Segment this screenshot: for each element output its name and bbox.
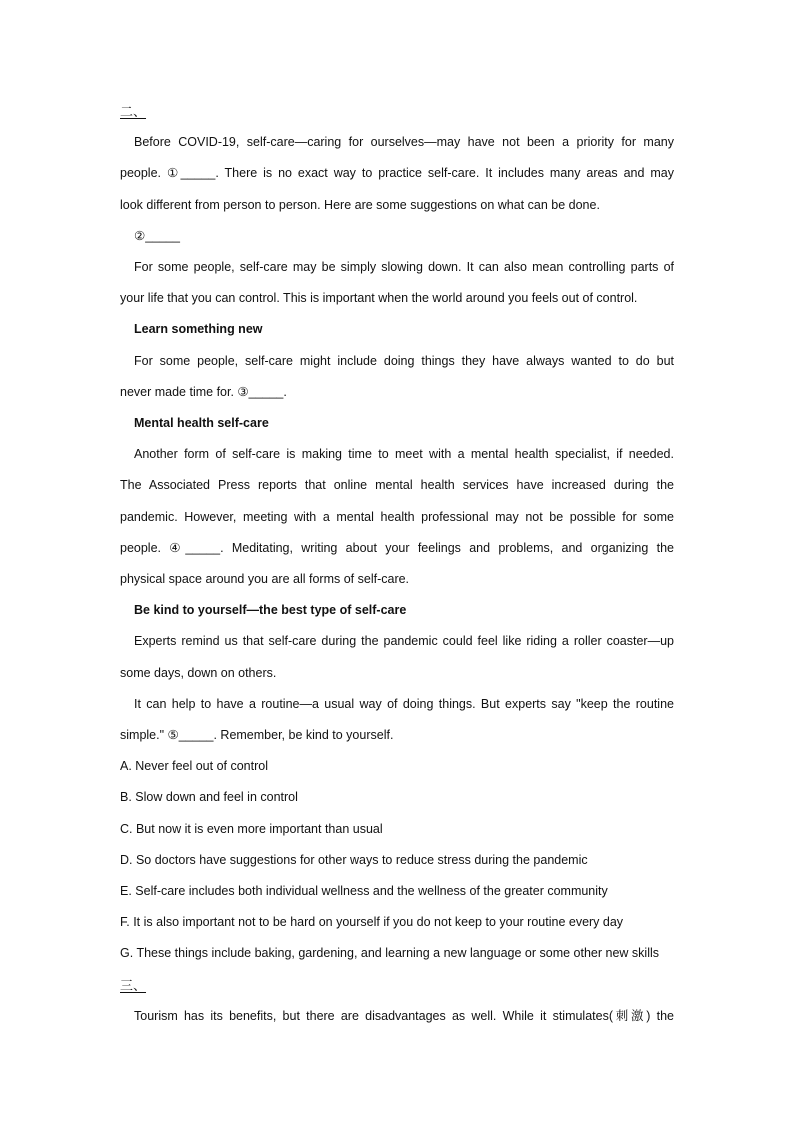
heading-be-kind: Be kind to yourself—the best type of self-care <box>134 603 407 618</box>
answer-options <box>120 751 674 969</box>
option-d: D. So doctors have suggestions for other ways to reduce stress during the pandemic <box>120 852 588 867</box>
document-content <box>120 96 674 1032</box>
text-line: simple." ⑤_____. Remember, be kind to yourself. <box>120 728 394 743</box>
text-line: Another form of self-care is making time to meet with a mental health specialist, if needed. <box>134 447 674 462</box>
text-line: pandemic. However, meeting with a mental health professional may not be possible for some <box>120 509 674 524</box>
section-number-3: 三、 <box>120 977 147 993</box>
text-line: Tourism has its benefits, but there are disadvantages as well. While it stimulates(刺激) the <box>134 1008 674 1023</box>
text-line: Experts remind us that self-care during the pandemic could feel like riding a roller coaster—up <box>134 634 674 649</box>
blank-2: ②_____ <box>134 228 180 243</box>
text-line: look different from person to person. Here are some suggestions on what can be done. <box>120 197 600 212</box>
section-number-2: 二、 <box>120 104 147 119</box>
text-line: The Associated Press reports that online mental health services have increased during the <box>120 478 674 493</box>
text-line: people. ④_____. Meditating, writing about your feelings and problems, and organizing the <box>120 540 674 555</box>
text-line: For some people, self-care might include doing things they have always wanted to do but <box>134 353 674 368</box>
text-line: people. ①_____. There is no exact way to practice self-care. It includes many areas and may <box>120 166 674 181</box>
text-line: For some people, self-care may be simply slowing down. It can also mean controlling parts of <box>134 260 674 275</box>
paragraph-tourism <box>120 1001 674 1032</box>
option-a: A. Never feel out of control <box>120 759 268 774</box>
text-line: It can help to have a routine—a usual way of doing things. But experts say "keep the routine <box>134 696 674 711</box>
paragraph-mental-health <box>120 439 674 595</box>
heading-learn-something-new: Learn something new <box>134 322 263 337</box>
paragraph-routine <box>120 689 674 751</box>
text-line: Before COVID-19, self-care—caring for ourselves—may have not been a priority for many <box>134 135 674 150</box>
heading-mental-health: Mental health self-care <box>134 416 269 431</box>
option-c: C. But now it is even more important than usual <box>120 821 383 836</box>
option-f: F. It is also important not to be hard on yourself if you do not keep to your routine every day <box>120 915 624 930</box>
text-line: physical space around you are all forms of self-care. <box>120 572 410 587</box>
paragraph-roller-coaster <box>120 626 674 688</box>
paragraph-slow-down <box>120 252 674 314</box>
text-line: never made time for. ③_____. <box>120 384 287 399</box>
paragraph-intro <box>120 127 674 221</box>
option-b: B. Slow down and feel in control <box>120 790 298 805</box>
text-line: your life that you can control. This is important when the world around you feels out of control. <box>120 291 638 306</box>
option-e: E. Self-care includes both individual wellness and the wellness of the greater community <box>120 884 608 899</box>
text-line: some days, down on others. <box>120 665 277 680</box>
option-g: G. These things include baking, gardening, and learning a new language or some other new skills <box>120 946 659 961</box>
paragraph-learn <box>120 346 674 408</box>
